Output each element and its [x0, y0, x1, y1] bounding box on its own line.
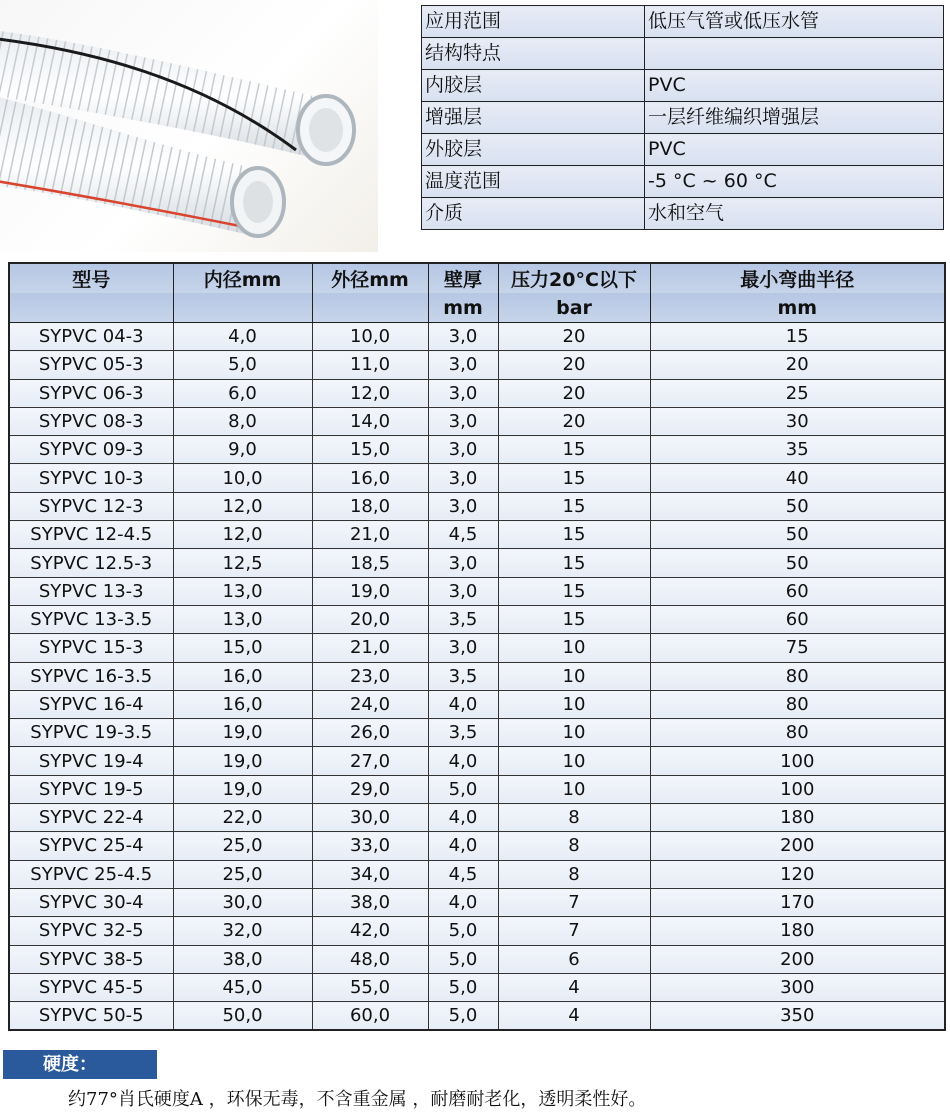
table-cell: 33,0	[312, 832, 428, 860]
table-cell: SYPVC 19-5	[9, 775, 173, 803]
table-cell: 3,0	[428, 634, 498, 662]
table-cell: 300	[650, 973, 945, 1001]
table-cell: 10	[498, 719, 650, 747]
spec-row	[422, 166, 944, 198]
table-cell: 27,0	[312, 747, 428, 775]
table-cell: 4	[498, 1002, 650, 1031]
table-cell: 3,0	[428, 577, 498, 605]
spec-row	[422, 198, 944, 230]
spec-table	[421, 5, 944, 230]
table-row	[9, 492, 945, 520]
table-cell: 50,0	[173, 1002, 312, 1031]
table-cell: 3,0	[428, 464, 498, 492]
table-row	[9, 436, 945, 464]
unit-row	[9, 293, 945, 323]
table-cell: 30,0	[173, 888, 312, 916]
table-cell: 180	[650, 804, 945, 832]
table-cell: 60,0	[312, 1002, 428, 1031]
table-cell: SYPVC 12-3	[9, 492, 173, 520]
table-body	[9, 323, 945, 1031]
unit-pressure: bar	[498, 293, 650, 323]
table-cell: 15	[498, 436, 650, 464]
table-cell: 10	[498, 747, 650, 775]
table-cell: 10	[498, 634, 650, 662]
table-cell: 5,0	[173, 351, 312, 379]
table-cell: 5,0	[428, 917, 498, 945]
table-cell: 9,0	[173, 436, 312, 464]
table-cell: 15	[498, 464, 650, 492]
table-cell: SYPVC 25-4	[9, 832, 173, 860]
unit-model	[9, 293, 173, 323]
table-cell: 19,0	[173, 747, 312, 775]
table-cell: SYPVC 45-5	[9, 973, 173, 1001]
table-cell: SYPVC 50-5	[9, 1002, 173, 1031]
table-cell: 10	[498, 690, 650, 718]
spec-value: 低压气管或低压水管	[645, 6, 944, 38]
table-cell: 120	[650, 860, 945, 888]
table-cell: 4,0	[173, 323, 312, 351]
table-cell: 12,5	[173, 549, 312, 577]
hardness-label: 硬度：	[3, 1050, 157, 1079]
table-cell: 29,0	[312, 775, 428, 803]
table-cell: 80	[650, 690, 945, 718]
table-cell: 35	[650, 436, 945, 464]
table-cell: 3,0	[428, 379, 498, 407]
table-cell: 8	[498, 832, 650, 860]
table-row	[9, 1002, 945, 1031]
spec-value: PVC	[645, 70, 944, 102]
table-cell: 34,0	[312, 860, 428, 888]
table-cell: 16,0	[312, 464, 428, 492]
table-cell: 22,0	[173, 804, 312, 832]
table-cell: 5,0	[428, 775, 498, 803]
table-cell: 21,0	[312, 634, 428, 662]
table-cell: 4,0	[428, 747, 498, 775]
table-cell: 13,0	[173, 605, 312, 633]
table-cell: SYPVC 16-3.5	[9, 662, 173, 690]
table-cell: 16,0	[173, 690, 312, 718]
spec-key: 内胶层	[422, 70, 645, 102]
table-cell: 40	[650, 464, 945, 492]
spec-row	[422, 134, 944, 166]
spec-value: -5 °C ~ 60 °C	[645, 166, 944, 198]
table-cell: 18,5	[312, 549, 428, 577]
table-cell: 180	[650, 917, 945, 945]
table-cell: 5,0	[428, 1002, 498, 1031]
table-row	[9, 888, 945, 916]
table-cell: SYPVC 32-5	[9, 917, 173, 945]
hardness-text: 约77°肖氏硬度A ，环保无毒，不含重金属 ，耐磨耐老化，透明柔性好。	[68, 1089, 647, 1110]
table-cell: 5,0	[428, 973, 498, 1001]
table-cell: 10	[498, 662, 650, 690]
table-cell: 3,0	[428, 549, 498, 577]
table-cell: 8	[498, 860, 650, 888]
table-cell: 45,0	[173, 973, 312, 1001]
table-cell: 3,0	[428, 436, 498, 464]
table-cell: 32,0	[173, 917, 312, 945]
table-cell: SYPVC 13-3	[9, 577, 173, 605]
table-cell: 350	[650, 1002, 945, 1031]
table-cell: 19,0	[173, 775, 312, 803]
table-cell: 42,0	[312, 917, 428, 945]
table-cell: SYPVC 10-3	[9, 464, 173, 492]
header-row	[9, 263, 945, 293]
table-cell: 15	[650, 323, 945, 351]
table-cell: 19,0	[312, 577, 428, 605]
table-cell: SYPVC 09-3	[9, 436, 173, 464]
table-cell: 38,0	[173, 945, 312, 973]
table-cell: 4,0	[428, 804, 498, 832]
table-cell: 20	[650, 351, 945, 379]
table-cell: 23,0	[312, 662, 428, 690]
table-cell: 15,0	[312, 436, 428, 464]
table-cell: 3,0	[428, 323, 498, 351]
table-cell: 10,0	[312, 323, 428, 351]
table-cell: 100	[650, 747, 945, 775]
header-bend-radius: 最小弯曲半径	[650, 263, 945, 293]
table-cell: 20	[498, 323, 650, 351]
table-row	[9, 917, 945, 945]
table-cell: SYPVC 22-4	[9, 804, 173, 832]
table-row	[9, 407, 945, 435]
spec-row	[422, 70, 944, 102]
table-cell: 13,0	[173, 577, 312, 605]
table-cell: 20	[498, 407, 650, 435]
table-cell: SYPVC 30-4	[9, 888, 173, 916]
table-cell: 48,0	[312, 945, 428, 973]
table-cell: 3,0	[428, 492, 498, 520]
table-cell: SYPVC 25-4.5	[9, 860, 173, 888]
spec-key: 外胶层	[422, 134, 645, 166]
table-cell: 170	[650, 888, 945, 916]
table-cell: 11,0	[312, 351, 428, 379]
table-cell: 30,0	[312, 804, 428, 832]
table-row	[9, 464, 945, 492]
table-cell: 60	[650, 577, 945, 605]
table-cell: 18,0	[312, 492, 428, 520]
table-row	[9, 747, 945, 775]
table-cell: 50	[650, 549, 945, 577]
spec-key: 应用范围	[422, 6, 645, 38]
table-cell: 3,0	[428, 351, 498, 379]
unit-wall-thickness: mm	[428, 293, 498, 323]
table-cell: 200	[650, 832, 945, 860]
table-cell: 4,0	[428, 690, 498, 718]
table-cell: 3,5	[428, 662, 498, 690]
table-row	[9, 832, 945, 860]
table-cell: 12,0	[173, 492, 312, 520]
table-cell: 8,0	[173, 407, 312, 435]
table-cell: 24,0	[312, 690, 428, 718]
table-cell: SYPVC 13-3.5	[9, 605, 173, 633]
table-row	[9, 521, 945, 549]
table-cell: 15	[498, 549, 650, 577]
unit-outer-diameter	[312, 293, 428, 323]
table-cell: 5,0	[428, 945, 498, 973]
table-cell: 20,0	[312, 605, 428, 633]
table-cell: SYPVC 16-4	[9, 690, 173, 718]
table-row	[9, 351, 945, 379]
spec-key: 温度范围	[422, 166, 645, 198]
table-cell: 8	[498, 804, 650, 832]
table-cell: 26,0	[312, 719, 428, 747]
table-cell: 4,5	[428, 521, 498, 549]
table-cell: 25	[650, 379, 945, 407]
dimensions-table	[8, 262, 946, 1031]
table-cell: SYPVC 04-3	[9, 323, 173, 351]
table-cell: 6,0	[173, 379, 312, 407]
table-row	[9, 690, 945, 718]
spec-key: 增强层	[422, 102, 645, 134]
table-cell: SYPVC 12.5-3	[9, 549, 173, 577]
table-cell: 4,0	[428, 888, 498, 916]
table-cell: 19,0	[173, 719, 312, 747]
table-cell: 25,0	[173, 832, 312, 860]
spec-value: 水和空气	[645, 198, 944, 230]
table-row	[9, 549, 945, 577]
table-cell: 100	[650, 775, 945, 803]
table-cell: 80	[650, 662, 945, 690]
table-cell: 14,0	[312, 407, 428, 435]
header-inner-diameter: 内径mm	[173, 263, 312, 293]
table-cell: 15,0	[173, 634, 312, 662]
table-cell: 15	[498, 577, 650, 605]
unit-bend-radius: mm	[650, 293, 945, 323]
table-cell: 50	[650, 521, 945, 549]
table-cell: 20	[498, 379, 650, 407]
table-cell: SYPVC 06-3	[9, 379, 173, 407]
table-row	[9, 860, 945, 888]
table-row	[9, 323, 945, 351]
table-cell: 3,0	[428, 407, 498, 435]
table-cell: 55,0	[312, 973, 428, 1001]
table-cell: 4,0	[428, 832, 498, 860]
table-cell: 80	[650, 719, 945, 747]
table-cell: 75	[650, 634, 945, 662]
header-outer-diameter: 外径mm	[312, 263, 428, 293]
spec-row	[422, 38, 944, 70]
table-row	[9, 379, 945, 407]
table-cell: 15	[498, 521, 650, 549]
table-cell: SYPVC 19-3.5	[9, 719, 173, 747]
spec-row	[422, 102, 944, 134]
table-cell: 50	[650, 492, 945, 520]
spec-key: 介质	[422, 198, 645, 230]
table-cell: 7	[498, 917, 650, 945]
table-cell: SYPVC 19-4	[9, 747, 173, 775]
header-pressure: 压力20°C以下	[498, 263, 650, 293]
spec-value: PVC	[645, 134, 944, 166]
table-cell: 4	[498, 973, 650, 1001]
table-cell: 10	[498, 775, 650, 803]
table-cell: 4,5	[428, 860, 498, 888]
table-cell: 16,0	[173, 662, 312, 690]
table-cell: SYPVC 05-3	[9, 351, 173, 379]
table-cell: SYPVC 38-5	[9, 945, 173, 973]
table-cell: 30	[650, 407, 945, 435]
table-cell: 12,0	[173, 521, 312, 549]
table-cell: 7	[498, 888, 650, 916]
table-cell: 15	[498, 492, 650, 520]
table-cell: 12,0	[312, 379, 428, 407]
table-cell: 25,0	[173, 860, 312, 888]
table-cell: SYPVC 15-3	[9, 634, 173, 662]
table-row	[9, 973, 945, 1001]
unit-inner-diameter	[173, 293, 312, 323]
table-row	[9, 945, 945, 973]
header-wall-thickness: 壁厚	[428, 263, 498, 293]
hose-illustration	[0, 0, 378, 252]
table-cell: 20	[498, 351, 650, 379]
table-row	[9, 605, 945, 633]
table-row	[9, 634, 945, 662]
hose-photo	[0, 0, 378, 252]
table-cell: 10,0	[173, 464, 312, 492]
table-cell: 6	[498, 945, 650, 973]
spec-key: 结构特点	[422, 38, 645, 70]
table-cell: SYPVC 12-4.5	[9, 521, 173, 549]
spec-value: 一层纤维编织增强层	[645, 102, 944, 134]
header-model: 型号	[9, 263, 173, 293]
table-cell: 200	[650, 945, 945, 973]
table-cell: 3,5	[428, 719, 498, 747]
table-row	[9, 577, 945, 605]
spec-row	[422, 6, 944, 38]
spec-value	[645, 38, 944, 70]
table-cell: 60	[650, 605, 945, 633]
table-cell: SYPVC 08-3	[9, 407, 173, 435]
table-row	[9, 804, 945, 832]
table-cell: 3,5	[428, 605, 498, 633]
table-cell: 21,0	[312, 521, 428, 549]
table-row	[9, 775, 945, 803]
table-cell: 15	[498, 605, 650, 633]
table-row	[9, 719, 945, 747]
table-cell: 38,0	[312, 888, 428, 916]
table-row	[9, 662, 945, 690]
